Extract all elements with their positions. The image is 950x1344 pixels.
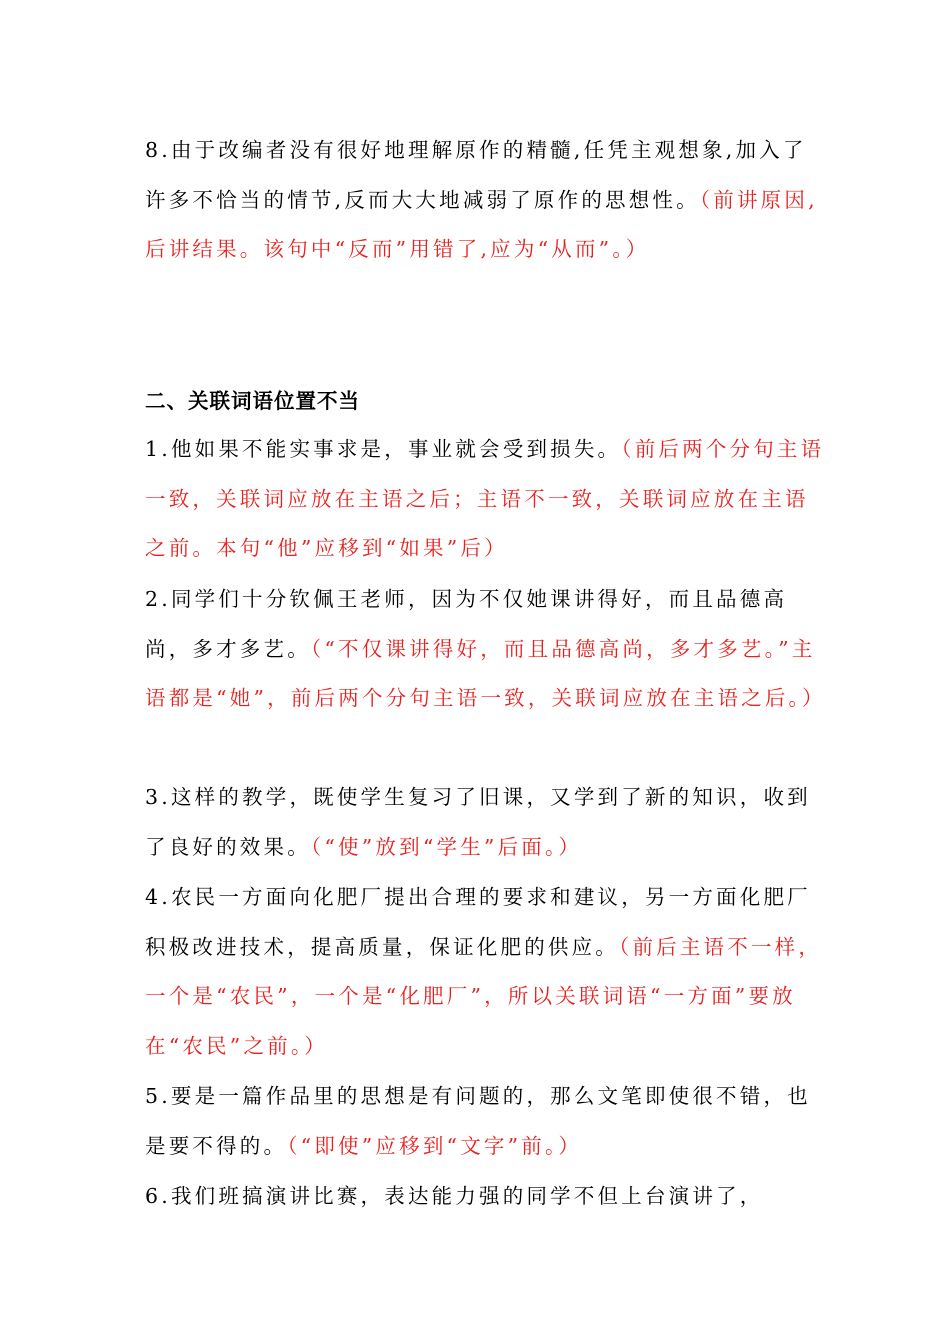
item-1-note: （前后两个分句主语一致，关联词应放在主语之后；主语不一致，关联词应放在主语之前。本句“他”应移到“如果”后） bbox=[145, 437, 825, 560]
item-8-text: 8.由于改编者没有很好地理解原作的精髓,任凭主观想象,加入了许多不恰当的情节,反而大大地减弱了原作的思想性。 bbox=[145, 138, 807, 212]
item-1-text: 1.他如果不能实事求是，事业就会受到损失。 bbox=[145, 437, 622, 461]
item-4-note: （前后主语不一样，一个是“农民”，一个是“化肥厂”，所以关联词语“一方面”要放在“农民”之前。） bbox=[145, 934, 823, 1058]
item-4-text: 4.农民一方面向化肥厂提出合理的要求和建议，另一方面化肥厂积极改进技术，提高质量，保证化肥的供应。 bbox=[145, 885, 811, 959]
item-4 bbox=[145, 873, 825, 1071]
item-3 bbox=[145, 773, 825, 872]
item-5-text: 5.要是一篇作品里的思想是有问题的，那么文笔即使很不错，也是要不得的。 bbox=[145, 1084, 811, 1158]
item-2-note: （“不仅课讲得好，而且品德高尚，多才多艺。”主语都是“她”，前后两个分句主语一致，关联词应放在主语之后。） bbox=[145, 636, 826, 710]
item-2-text: 2.同学们十分钦佩王老师，因为不仅她课讲得好，而且品德高尚，多才多艺。 bbox=[145, 587, 788, 661]
item-6 bbox=[145, 1172, 825, 1222]
item-3-note: （“使”放到“学生”后面。） bbox=[310, 834, 583, 859]
item-3-text: 3.这样的教学，既使学生复习了旧课，又学到了新的知识，收到了良好的效果。 bbox=[145, 785, 811, 859]
item-1 bbox=[145, 425, 825, 574]
item-5 bbox=[145, 1072, 825, 1171]
item-5-note: （“即使”应移到“文字”前。） bbox=[287, 1133, 583, 1158]
item-8 bbox=[145, 126, 825, 275]
item-6-text: 6.我们班搞演讲比赛，表达能力强的同学不但上台演讲了， bbox=[145, 1184, 764, 1208]
item-8-note: （前讲原因,后讲结果。该句中“反而”用错了,应为“从而”。） bbox=[145, 187, 818, 261]
section-heading: 二、关联词语位置不当 bbox=[145, 389, 360, 413]
item-2 bbox=[145, 575, 825, 724]
